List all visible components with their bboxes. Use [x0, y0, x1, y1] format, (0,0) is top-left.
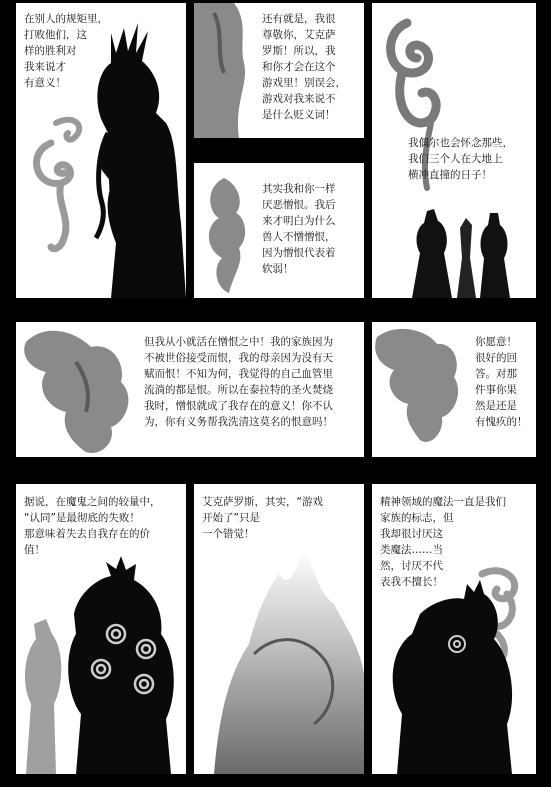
speech-caption-9: 精神领域的魔法一直是我们 家族的标志，但 我却很讨厌这 类魔法……当 然，讨厌不代 表我不擅长！: [380, 496, 506, 588]
panel-9: [372, 484, 536, 774]
speech-caption-6: 你愿意！ 很好的回 答。对那 件事你果 然是还是 有愧疚的！: [475, 336, 528, 428]
panel-2: [194, 3, 364, 138]
panel-3: [372, 3, 536, 298]
panel-7: [16, 484, 186, 774]
panel-5: [16, 322, 364, 457]
panel-4: [194, 163, 364, 298]
panel-8: [194, 484, 364, 774]
speech-caption-4: 其实我和你一样 厌恶憎恨。我后 来才明白为什么 兽人不憎憎恨， 因为憎恨代表着 软弱！: [262, 183, 336, 275]
panel-6: [372, 322, 536, 457]
speech-caption-2: 还有就是，我很 尊敬你，艾克萨 罗斯！所以，我 和你才会在这个 游戏里！别误会， 游戏对我来说不 是什么贬义词！: [262, 13, 346, 121]
speech-caption-1: 在别人的规矩里， 打败他们，这 样的胜利对 我来说才 有意义！: [24, 13, 108, 89]
speech-caption-8: 艾克萨罗斯，其实，“游戏 开始了”只是 一个错觉！: [202, 496, 323, 540]
speech-caption-5: 但我从小就活在憎恨之中！我的家族因为 不被世俗接受而恨，我的母亲因为没有天 赋而恨！不知为何，我觉得的自己血管里 流淌的都是恨。所以在泰拉特的圣火焚烧 我时，憎恨就成了我存在的意义！你不认 为，你有义务帮我洗清这莫名的恨意吗！: [144, 336, 333, 428]
speech-caption-3: 我偶尔也会怀念那些， 我们三个人在大地上 横冲直撞的日子！: [408, 137, 513, 181]
speech-caption-7: 据说，在魔鬼之间的较量中， “认同”是最彻底的失败！ 那意味着失去自我存在的价 值！: [24, 496, 161, 556]
panel-1: [16, 3, 186, 298]
